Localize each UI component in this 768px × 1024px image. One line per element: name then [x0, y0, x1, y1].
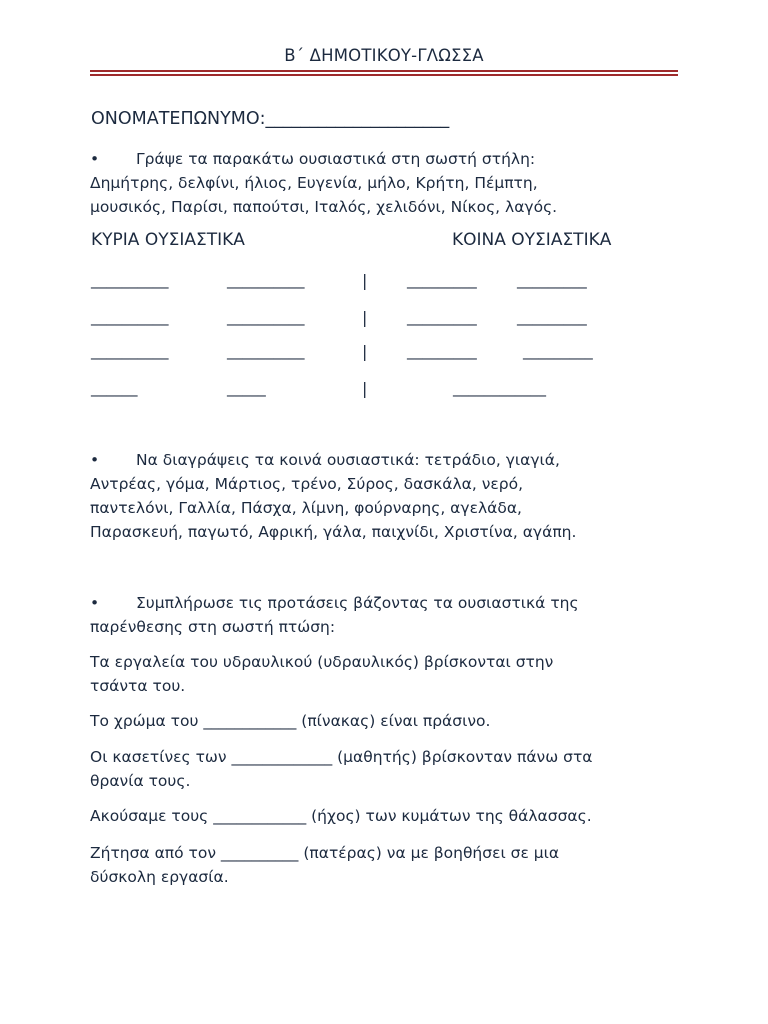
blank-line: _____: [227, 379, 266, 397]
column-separator: |: [362, 271, 368, 290]
sentence-1: [90, 650, 690, 698]
exercise-3-line-2: παρένθεσης στη σωστή πτώση:: [90, 618, 336, 636]
blank-line: ______: [91, 379, 138, 397]
exercise-1-line-1: Γράψε τα παρακάτω ουσιαστικά στη σωστή στήλη:: [136, 150, 536, 168]
blank-line: _________: [407, 271, 477, 289]
header-rule-top: [90, 70, 678, 72]
blank-line: _________: [407, 342, 477, 360]
blank-line: __________: [227, 308, 305, 326]
name-label: ΟΝΟΜΑΤΕΠΩΝΥΜΟ:: [91, 109, 266, 129]
sentence-5-line-2: δύσκολη εργασία.: [90, 868, 229, 886]
exercise-3-instructions: [90, 591, 690, 639]
exercise-2-line-4: Παρασκευή, παγωτό, Αφρική, γάλα, παιχνίδι, Χριστίνα, αγάπη.: [90, 523, 577, 541]
header-rule-bottom: [90, 74, 678, 76]
column-heading-proper-nouns: ΚΥΡΙΑ ΟΥΣΙΑΣΤΙΚΑ: [91, 230, 245, 250]
sentence-2: Το χρώμα του ____________ (πίνακας) είναι πράσινο.: [90, 712, 491, 730]
sentence-5-line-1: Ζήτησα από τον __________ (πατέρας) να με βοηθήσει σε μια: [90, 844, 560, 862]
exercise-2-line-1: Να διαγράψεις τα κοινά ουσιαστικά: τετράδιο, γιαγιά,: [136, 451, 560, 469]
blank-line: __________: [227, 271, 305, 289]
column-separator: |: [362, 308, 368, 327]
exercise-1-line-2: Δημήτρης, δελφίνι, ήλιος, Ευγενία, μήλο, Κρήτη, Πέμπτη,: [90, 174, 538, 192]
name-blank: _____________________: [265, 109, 450, 129]
exercise-1-instructions: [90, 147, 690, 219]
sentence-4: Ακούσαμε τους ____________ (ήχος) των κυμάτων της θάλασσας.: [90, 807, 592, 825]
bullet-icon: •: [90, 594, 100, 612]
blank-line: _________: [407, 308, 477, 326]
blank-line: ____________: [453, 379, 546, 397]
blank-line: __________: [91, 271, 169, 289]
sentence-3: [90, 745, 690, 793]
blank-line: __________: [91, 308, 169, 326]
exercise-2-line-2: Αντρέας, γόμα, Μάρτιος, τρένο, Σύρος, δασκάλα, νερό,: [90, 475, 523, 493]
exercise-2-line-3: παντελόνι, Γαλλία, Πάσχα, λίμνη, φούρναρης, αγελάδα,: [90, 499, 522, 517]
sentence-5: [90, 841, 690, 889]
exercise-2: [90, 448, 690, 544]
column-separator: |: [362, 379, 368, 398]
sentence-1-line-2: τσάντα του.: [90, 677, 186, 695]
exercise-3-line-1: Συμπλήρωσε τις προτάσεις βάζοντας τα ουσιαστικά της: [136, 594, 579, 612]
column-separator: |: [362, 342, 368, 361]
sentence-3-line-1: Οι κασετίνες των _____________ (μαθητής) βρίσκονταν πάνω στα: [90, 748, 593, 766]
bullet-icon: •: [90, 451, 100, 469]
exercise-1-line-3: μουσικός, Παρίσι, παπούτσι, Ιταλός, χελιδόνι, Νίκος, λαγός.: [90, 198, 558, 216]
blank-line: __________: [91, 342, 169, 360]
sentence-1-line-1: Τα εργαλεία του υδραυλικού (υδραυλικός) βρίσκονται στην: [90, 653, 554, 671]
blank-line: __________: [227, 342, 305, 360]
name-field: [91, 109, 449, 129]
page-title: Β΄ ΔΗΜΟΤΙΚΟΥ-ΓΛΩΣΣΑ: [284, 46, 484, 65]
column-heading-common-nouns: ΚΟΙΝΑ ΟΥΣΙΑΣΤΙΚΑ: [452, 230, 612, 250]
blank-line: _________: [517, 308, 587, 326]
blank-line: _________: [517, 271, 587, 289]
bullet-icon: •: [90, 150, 100, 168]
sentence-3-line-2: θρανία τους.: [90, 772, 191, 790]
blank-line: _________: [523, 342, 593, 360]
